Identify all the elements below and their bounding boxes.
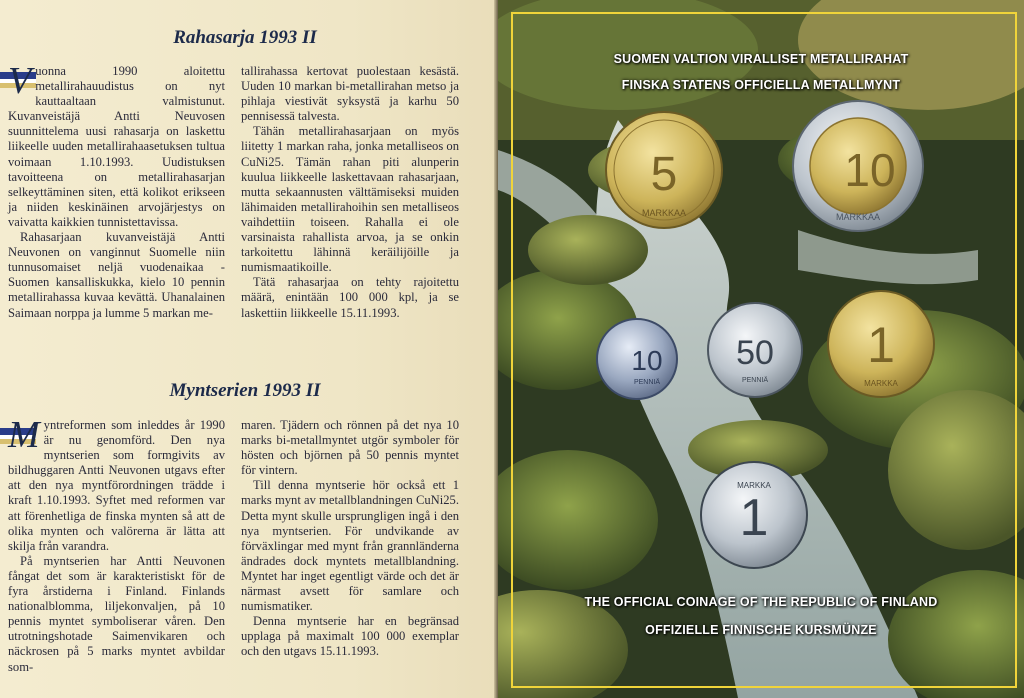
banner-swedish: FINSKA STATENS OFFICIELLA METALLMYNT	[621, 78, 901, 92]
coin-10m-numeral: 10	[844, 144, 896, 196]
coin-1m-cuni-numeral: 1	[739, 489, 769, 547]
finnish-paragraph-2: Rahasarjaan kuvanveistäjä Antti Neuvonen on vanginnut Suomelle niin tunnusomaiset neljä vuodenaikaa - Suomen kansalliskukka, kielo 10 pennin metallirahassa kuvaa kevättä. Uhanalainen Saimaan norppa ja lumme 5 markan me-	[8, 230, 225, 320]
coin-10m-unit: MARKKAA	[835, 212, 881, 222]
coin-5-unit: MARKKAA	[641, 208, 687, 218]
finnish-paragraph-4: Tähän metallirahasarjaan on myös liitetty 1 markan raha, jonka metalliseos on CuNi25. Tämän rahan piti alunperin kuulua liikkeelle laskettavaan rahasarjaan, mutta sekaannusten välttämiseksi muiden lähimaiden metallirahoihin sen metalliseos vaihdettiin toiseen. Rahalla ei ole varsinaista rahallista arvoa, ja se onkin tarkoitettu lähinnä keräilijöille ja numismaatikoille.	[241, 124, 459, 275]
banner-german: OFFIZIELLE FINNISCHE KURSMÜNZE	[645, 623, 877, 637]
swedish-paragraph-3: maren. Tjädern och rönnen på det nya 10 marks bi-metallmyntet utgör symboler för hösten och björnen på 50 pennis myntet för vintern.	[241, 418, 459, 478]
coin-1m-brass-unit: MARKKA	[864, 379, 898, 388]
heading-swedish: Myntserien 1993 II	[169, 380, 321, 401]
coin-10p-numeral: 10	[631, 345, 663, 376]
dropcap-m: M	[8, 414, 40, 456]
finnish-paragraph-1: Vuonna 1990 aloitettu metallirahauudistus on nyt kauttaaltaan valmistunut. Kuvanveistäjä Antti Neuvosen suunnittelema uusi rahasarja on laskettu liikeelle uuden metallirahaasetuksen tultua voimaan 1.10.1993. Uudistuksen tavoitteena on metallirahasarjan selkeyttäminen siten, että kolikot erikseen ja niiden keskinäinen arvojärjestys on vaivatta kaikkien tunnistettavissa.	[8, 60, 225, 229]
coin-10p-unit: PENNIÄ	[633, 379, 661, 386]
heading-finnish: Rahasarja 1993 II	[173, 27, 317, 48]
coin-1m-cuni-unit: MARKKA	[737, 481, 771, 490]
photo-page	[498, 0, 1024, 698]
dropcap-v: V	[8, 60, 32, 102]
swedish-column-1	[8, 414, 225, 675]
coin-1m-brass-numeral: 1	[867, 317, 895, 373]
coin-50p-numeral: 50	[736, 334, 774, 372]
finnish-column-1	[8, 60, 225, 321]
text-page	[0, 0, 498, 698]
swedish-paragraph-1: Myntreformen som inleddes år 1990 är nu genomförd. Den nya myntserien som formgivits av bildhuggaren Antti Neuvonen utgavs efter att den nya myntförordningen trädde i kraft 1.10.1993. Syftet med reformen var att förenhetliga de finska mynten så att de olika mynten och valörerna är lätta att skilja från varandra.	[8, 414, 225, 553]
finnish-paragraph-5: Tätä rahasarjaa on tehty rajoitettu määrä, enintään 100 000 kpl, ja se laskettiin liikkeelle 15.11.1993.	[241, 275, 459, 320]
swedish-paragraph-2: På myntserien har Antti Neuvonen fångat det som är karakteristiskt för de fyra årstiderna i Finland. Finlands nationalblomma, liljekonvaljen, på 10 pennis myntet symboliserar våren. Den utrotningshotade Saimenvikaren och näckrosen på 5 marks myntet avbildar som-	[8, 553, 225, 674]
banner-english: THE OFFICIAL COINAGE OF THE REPUBLIC OF FINLAND	[584, 595, 938, 609]
coin-5-numeral: 5	[650, 148, 678, 201]
finnish-column-2	[241, 64, 459, 321]
coin-50p-unit: PENNIÄ	[741, 377, 769, 384]
swedish-column-2	[241, 418, 459, 660]
gold-frame	[511, 12, 1017, 688]
banner-finnish: SUOMEN VALTION VIRALLISET METALLIRAHAT	[613, 52, 909, 66]
finnish-paragraph-3: tallirahassa kertovat puolestaan kesästä. Uuden 10 markan bi-metallirahan metso ja pihlaja viestivät syksystä ja karhu 50 pennisessä talvesta.	[241, 64, 459, 124]
swedish-paragraph-4: Till denna myntserie hör också ett 1 marks mynt av metallblandningen CuNi25. Detta mynt skulle ursprungligen ingå i den nya myntserien. För undvikande av förväxlingar med mynt från grannländerna ändrades dock myntets metallblandning. Myntet har inget egentligt värde och det är närmast avsett för samlare och numismatiker.	[241, 478, 459, 614]
swedish-paragraph-5: Denna myntserie har en begränsad upplaga på maximalt 100 000 exemplar och den utgavs 15.11.1993.	[241, 614, 459, 659]
